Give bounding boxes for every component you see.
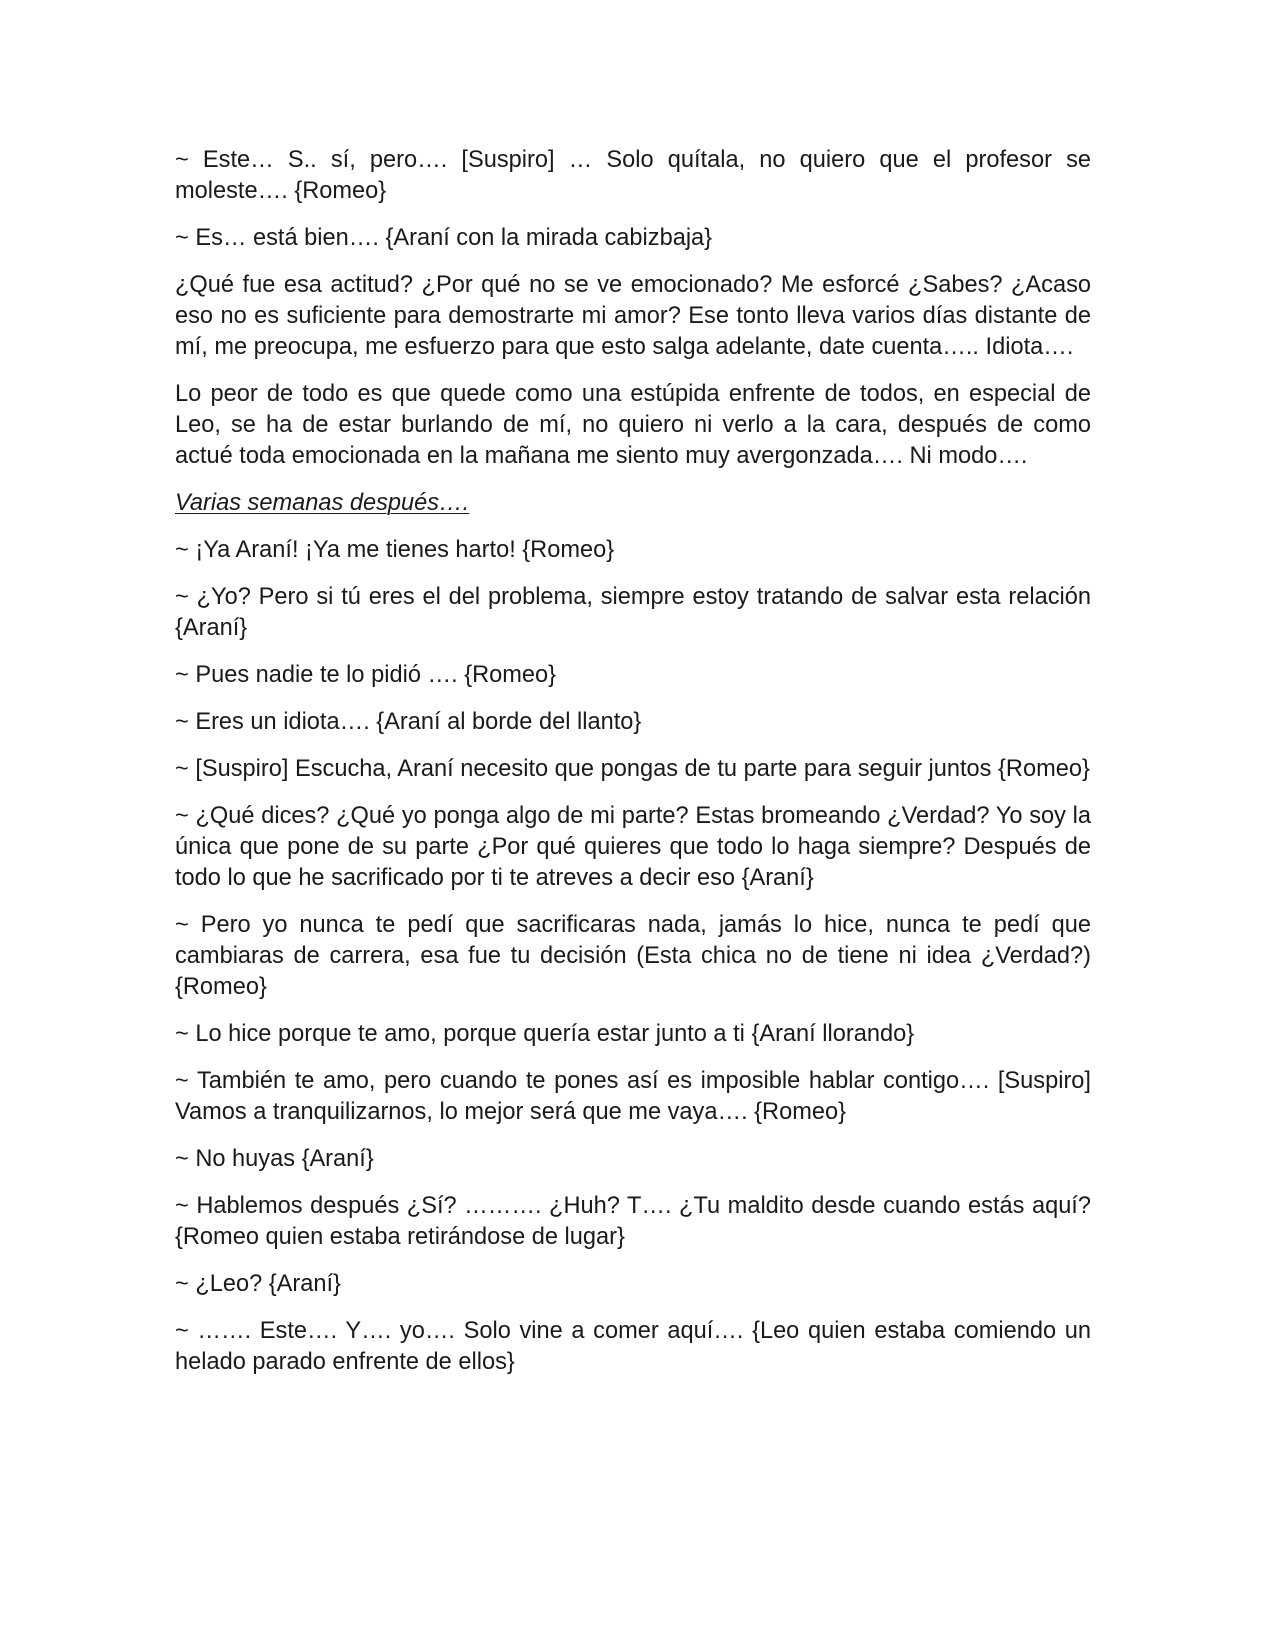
dialogue-line: ~ Es… está bien…. {Araní con la mirada cabizbaja} [175, 225, 713, 251]
dialogue-line: ~ Eres un idiota…. {Araní al borde del llanto} [175, 709, 642, 735]
dialogue-line: ~ Pero yo nunca te pedí que sacrificaras nada, jamás lo hice, nunca te pedí que cambiaras de carrera, esa fue tu decisión (Esta chica no de tiene ni idea ¿Verdad?) {Romeo} [175, 912, 1091, 1000]
document-body [175, 145, 1091, 1394]
dialogue-line: ~ ¿Leo? {Araní} [175, 1271, 341, 1297]
dialogue-line: ~ ¡Ya Araní! ¡Ya me tienes harto! {Romeo} [175, 537, 615, 563]
dialogue-line: ~ ¿Yo? Pero si tú eres el del problema, siempre estoy tratando de salvar esta relación {Araní} [175, 584, 1091, 641]
narration-paragraph: Lo peor de todo es que quede como una estúpida enfrente de todos, en especial de Leo, se ha de estar burlando de mí, no quiero ni verlo a la cara, después de como actué toda emocionada en la mañana me siento muy avergonzada…. Ni modo…. [175, 381, 1091, 469]
dialogue-line: ~ ¿Qué dices? ¿Qué yo ponga algo de mi parte? Estas bromeando ¿Verdad? Yo soy la única que pone de su parte ¿Por qué quieres que todo lo haga siempre? Después de todo lo que he sacrificado por ti te atreves a decir eso {Araní} [175, 803, 1091, 891]
dialogue-line: ~ [Suspiro] Escucha, Araní necesito que pongas de tu parte para seguir juntos {Romeo} [175, 756, 1090, 782]
dialogue-line: ~ Pues nadie te lo pidió …. {Romeo} [175, 662, 557, 688]
narration-paragraph: ¿Qué fue esa actitud? ¿Por qué no se ve emocionado? Me esforcé ¿Sabes? ¿Acaso eso no es suficiente para demostrarte mi amor? Ese tonto lleva varios días distante de mí, me preocupa, me esfuerzo para que esto salga adelante, date cuenta….. Idiota…. [175, 272, 1091, 360]
scene-break-heading: Varias semanas después…. [175, 490, 470, 516]
dialogue-line: ~ Hablemos después ¿Sí? ………. ¿Huh? T…. ¿Tu maldito desde cuando estás aquí? {Romeo quien estaba retirándose de lugar} [175, 1193, 1091, 1250]
dialogue-line: ~ Este… S.. sí, pero…. [Suspiro] … Solo quítala, no quiero que el profesor se moleste…. {Romeo} [175, 147, 1091, 204]
dialogue-line: ~ No huyas {Araní} [175, 1146, 374, 1172]
dialogue-line: ~ También te amo, pero cuando te pones así es imposible hablar contigo…. [Suspiro] Vamos a tranquilizarnos, lo mejor será que me vaya…. {Romeo} [175, 1068, 1091, 1125]
dialogue-line: ~ Lo hice porque te amo, porque quería estar junto a ti {Araní llorando} [175, 1021, 915, 1047]
dialogue-line: ~ ……. Este…. Y…. yo…. Solo vine a comer aquí…. {Leo quien estaba comiendo un helado parado enfrente de ellos} [175, 1318, 1091, 1375]
